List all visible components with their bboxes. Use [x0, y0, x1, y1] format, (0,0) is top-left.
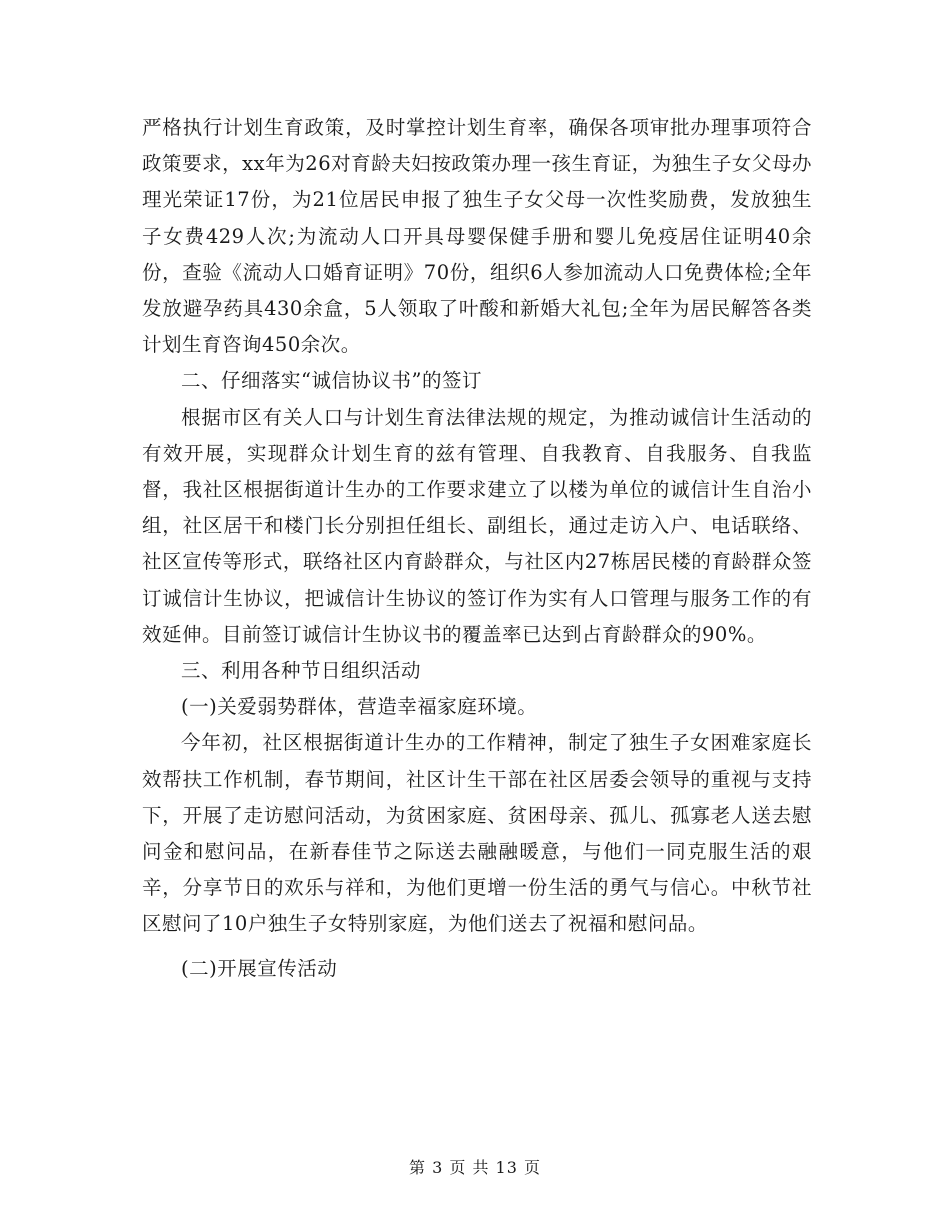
- paragraph-policy-execution: 严格执行计划生育政策，及时掌控计划生育率，确保各项审批办理事项符合政策要求，xx年为26对育龄夫妇按政策办理一孩生育证，为独生子女父母办理光荣证17份，为21位居民申报了独生子女父母一次性奖励费，发放独生子女费429人次;为流动人口开具母婴保健手册和婴儿免疫居住证明40余份，查验《流动人口婚育证明》70份，组织6人参加流动人口免费体检;全年发放避孕药具430余盒，5人领取了叶酸和新婚大礼包;全年为居民解答各类计划生育咨询450余次。: [142, 116, 812, 357]
- section-heading-two: 二、仔细落实“诚信协议书”的签订: [181, 369, 482, 393]
- paragraph-care-activities: 今年初，社区根据街道计生办的工作精神，制定了独生子女困难家庭长效帮扶工作机制，春节期间，社区计生干部在社区居委会领导的重视与支持下，开展了走访慰问活动，为贫困家庭、贫困母亲、孤儿、孤寡老人送去慰问金和慰问品，在新春佳节之际送去融融暖意，与他们一同克服生活的艰辛，分享节日的欢乐与祥和，为他们更增一份生活的勇气与信心。中秋节社区慰问了10户独生子女特别家庭，为他们送去了祝福和慰问品。: [142, 731, 812, 936]
- subsection-heading-one: (一)关爱弱势群体，营造幸福家庭环境。: [181, 695, 538, 719]
- page-footer: [0, 1155, 950, 1178]
- section-heading-three: 三、利用各种节日组织活动: [181, 659, 422, 683]
- document-body: [142, 110, 812, 987]
- paragraph-integrity-agreement: 根据市区有关人口与计划生育法律法规的规定，为推动诚信计生活动的有效开展，实现群众计划生育的兹有管理、自我教育、自我服务、自我监督，我社区根据街道计生办的工作要求建立了以楼为单位的诚信计生自治小组，社区居干和楼门长分别担任组长、副组长，通过走访入户、电话联络、社区宣传等形式，联络社区内育龄群众，与社区内27栋居民楼的育龄群众签订诚信计生协议，把诚信计生协议的签订作为实有人口管理与服务工作的有效延伸。目前签订诚信计生协议书的覆盖率已达到占育龄群众的90%。: [142, 405, 812, 646]
- subsection-heading-two: (二)开展宣传活动: [181, 956, 338, 980]
- page-number-label: 第 3 页 共 13 页: [409, 1158, 541, 1177]
